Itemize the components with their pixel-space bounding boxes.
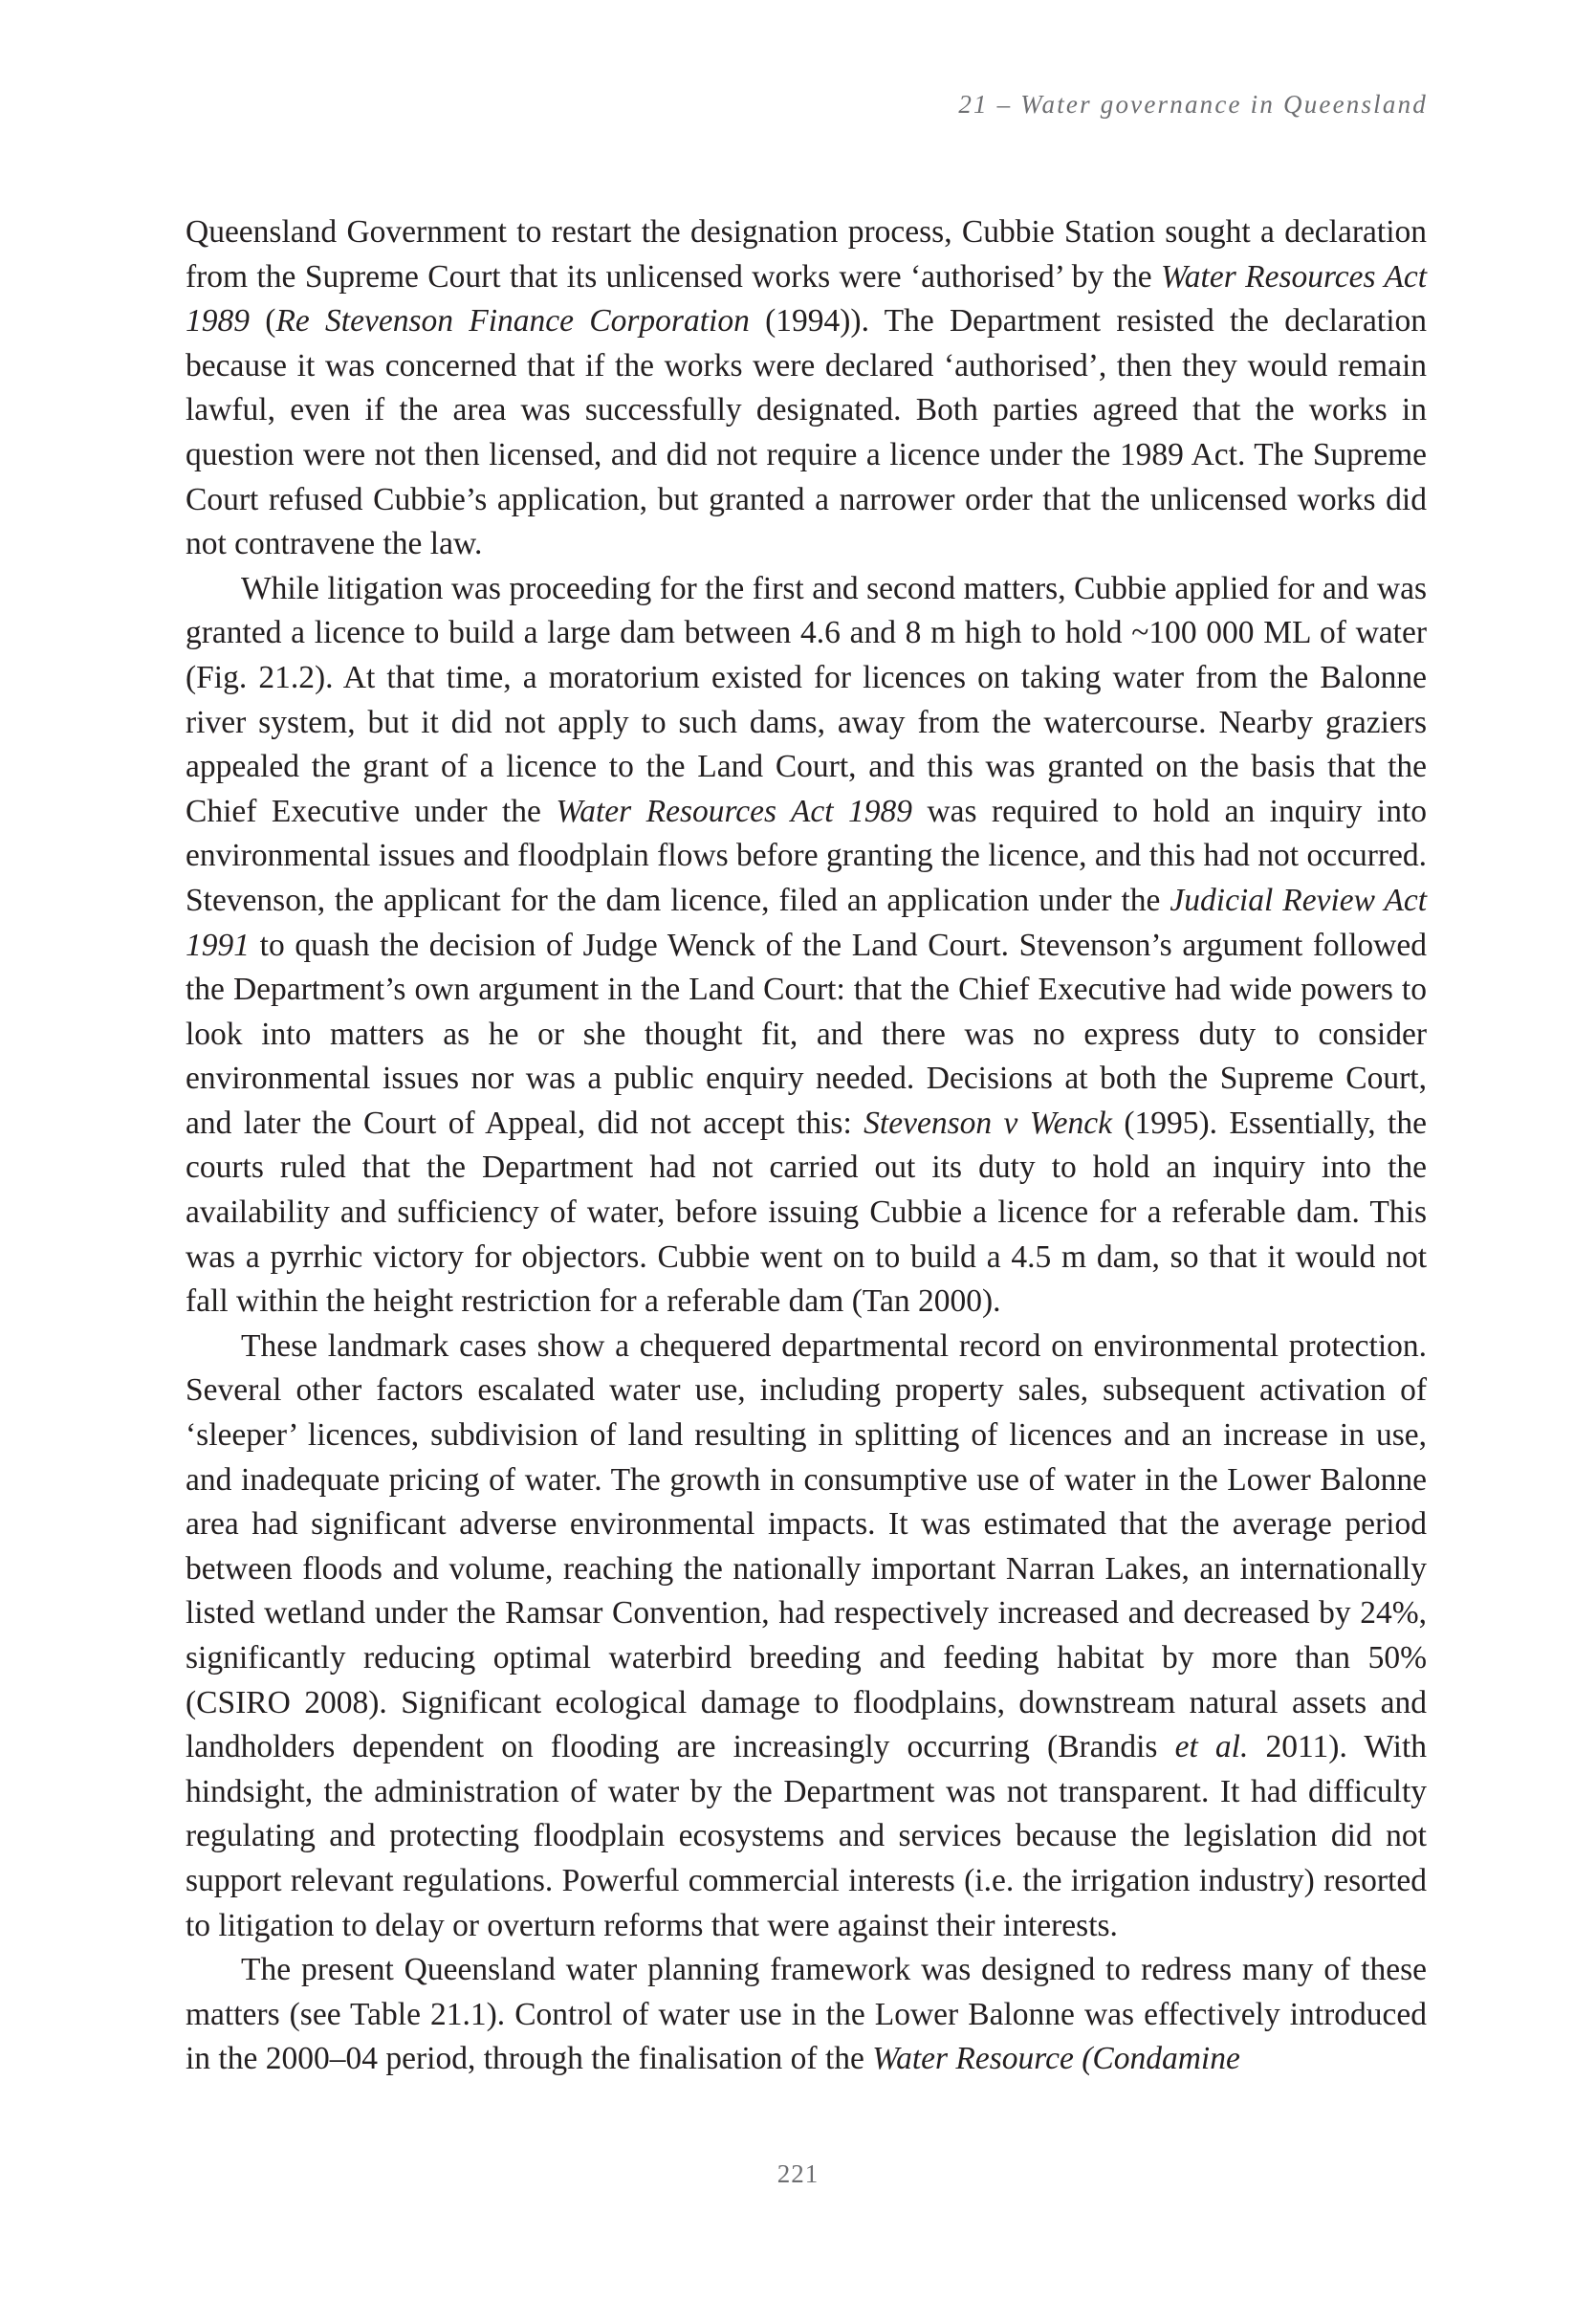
text-segment: to quash the decision of Judge Wenck of the Land Court. Stevenson’s argument followed the Department’s own argument in the Land Court: that the Chief Executive had wide powers to look into matters as he or she thought fit, and there was no express duty to consider environmental issues nor was a public enquiry needed. Decisions at both the Supreme Court, and later the Court of Appeal, did not accept this: [186,927,1427,1141]
running-header: 21 – Water governance in Queensland [958,90,1428,119]
paragraph-p3 [186,1325,1427,1948]
italic-citation: Water Resources Act 1989 [556,793,912,829]
text-segment: While litigation was proceeding for the first and second matters, Cubbie applied for and was granted a licence to build a large dam between 4.6 and 8 m high to hold ~100 000 ML of water (Fig. 21.2). At that time, a moratorium existed for licences on taking water from the Balonne river system, but it did not apply to such dams, away from the watercourse. Nearby graziers appealed the grant of a licence to the Land Court, and this was granted on the basis that the Chief Executive under the [186,570,1427,829]
paragraph-p4 [186,1948,1427,2082]
page-number: 221 [776,2159,820,2188]
italic-citation: et al. [1174,1729,1249,1765]
paragraph-p2 [186,567,1427,1325]
body-text [186,210,1427,2082]
italic-citation: Stevenson v Wenck [864,1105,1112,1141]
paragraph-p1 [186,210,1427,567]
text-segment: Queensland Government to restart the designation process, Cubbie Station sought a declaration from the Supreme Court that its unlicensed works were ‘authorised’ by the [186,214,1427,295]
text-segment: (1995). Essentially, the courts ruled that the Department had not carried out its duty to hold an inquiry into the availability and sufficiency of water, before issuing Cubbie a licence for a referable dam. This was a pyrrhic victory for objectors. Cubbie went on to build a 4.5 m dam, so that it would not fall within the height restriction for a referable dam (Tan 2000). [186,1105,1427,1320]
italic-citation: Judicial Review Act 1991 [186,882,1428,963]
text-segment: ( [250,303,276,340]
italic-citation: Water Resources Act 1989 [186,258,1428,340]
text-segment: 2011). With hindsight, the administration of water by the Department was not transparent. It had difficulty regulating and protecting floodplain ecosystems and services because the legislation did not support relevant regulations. Powerful commercial interests (i.e. the irrigation industry) resorted to litigation to delay or overturn reforms that were against their interests. [186,1729,1428,1943]
text-segment: These landmark cases show a chequered departmental record on environmental protection. Several other factors escalated water use, including property sales, subsequent activation of ‘sleeper’ licences, subdivision of land resulting in splitting of licences and an increase in use, and inadequate pricing of water. The growth in consumptive use of water in the Lower Balonne area had significant adverse environmental impacts. It was estimated that the average period between floods and volume, reaching the nationally important Narran Lakes, an internationally listed wetland under the Ramsar Convention, had respectively increased and decreased by 24%, significantly reducing optimal waterbird breeding and feeding habitat by more than 50% (CSIRO 2008). Significant ecological damage to floodplains, downstream natural assets and landholders dependent on flooding are increasingly occurring (Brandis [186,1327,1427,1765]
text-segment: The present Queensland water planning framework was designed to redress many of these matters (see Table 21.1). Control of water use in the Lower Balonne was effectively introduced in the 2000–04 period, through the finalisation of the [186,1952,1427,2077]
italic-citation: Water Resource (Condamine [872,2041,1240,2077]
text-segment: (1994)). The Department resisted the declaration because it was concerned that if the works were declared ‘authorised’, then they would remain lawful, even if the area was successfully designated. Both parties agreed that the works in question were not then licensed, and did not require a licence under the 1989 Act. The Supreme Court refused Cubbie’s application, but granted a narrower order that the unlicensed works did not contravene the law. [186,303,1428,562]
text-segment: was required to hold an inquiry into environmental issues and floodplain flows before granting the licence, and this had not occurred. Stevenson, the applicant for the dam licence, filed an application under the [186,793,1427,918]
italic-citation: Re Stevenson Finance Corporation [275,303,750,340]
